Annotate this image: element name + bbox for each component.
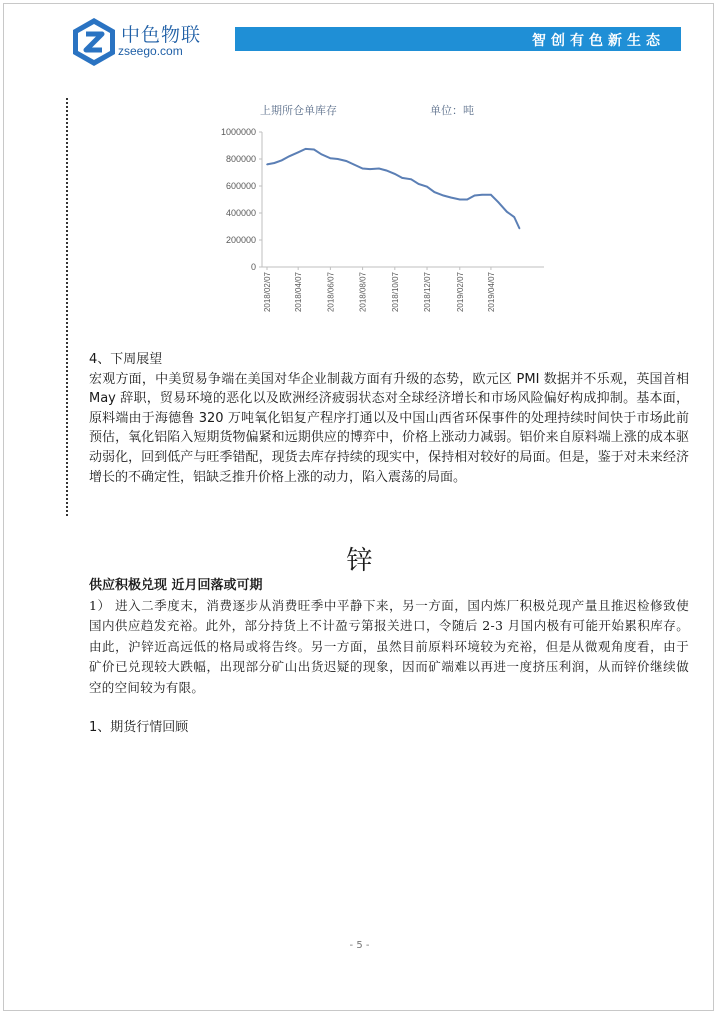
zinc-section-title: 锌 [346,546,373,576]
data-point [386,170,388,172]
data-point [401,177,403,179]
logo-text-cn: 中色物联 [121,24,202,46]
zinc-paragraph: 1） 进入二季度末，消费逐步从消费旺季中平静下来，另一方面，国内炼厂积极兑现产量且推迟检修致使国内供应趋发充裕。此外，部分持货上不计盈亏第报关进口，令随后 2-3 月国内极有可能开始累积库存。由此，沪锌近高远低的格局或将告终。另一方面，虽然目前原料环境较为充裕，但是从微观角度看，由于矿价已兑现较大跌幅，出现部分矿山出货迟疑的现象，因而矿端难以再进一度挤压利润，从而锌价继续做空的空间较为有限。 [89,597,689,695]
x-tick-label: 2018/10/07 [390,272,400,313]
inventory-chart [212,96,552,336]
y-tick-label: 800000 [225,154,256,164]
slogan-text: 智创有色新生态 [532,33,665,49]
x-tick-label: 2018/02/07 [263,272,272,313]
data-point [369,168,371,170]
data-point [481,194,483,196]
data-point [426,186,428,188]
page-number: - 5 - [349,940,370,951]
data-point [498,201,500,203]
data-point [305,148,307,150]
data-point [297,152,299,154]
data-point [519,228,521,230]
data-point [506,211,508,213]
inventory-series-line [267,149,520,229]
data-point [378,168,380,170]
data-point [418,183,420,185]
section-heading: 4、下周展望 [89,352,163,367]
slogan-bar [235,27,681,51]
y-tick-label: 0 [250,262,256,272]
data-point [321,154,323,156]
x-tick-label: 2018/04/07 [294,272,304,313]
zseego-logo-icon [69,16,119,66]
data-point [513,216,515,218]
data-point [313,149,315,151]
data-point [362,168,364,170]
page-header [0,0,719,70]
data-point [337,158,339,160]
data-point [330,158,332,160]
data-point [345,160,347,162]
x-tick-label: 2019/02/07 [455,272,465,313]
section-zinc [89,576,689,738]
section-outlook [89,350,689,487]
data-point [443,195,445,197]
data-point [466,199,468,201]
data-point [434,191,436,193]
data-point [459,199,461,201]
y-tick-label: 400000 [225,208,256,218]
futures-review-heading: 1、期货行情回顾 [89,720,189,736]
data-point [288,156,290,158]
data-point [274,162,276,164]
chart-unit: 单位：吨 [430,104,474,117]
data-point [410,179,412,181]
data-point [281,160,283,162]
x-tick-label: 2018/08/07 [358,272,368,313]
data-point [450,197,452,199]
chart-title: 上期所仓单库存 [260,104,337,117]
chart-plot [212,96,552,336]
data-point [394,173,396,175]
data-point [266,164,268,166]
x-tick-label: 2018/06/07 [326,272,336,313]
data-point [353,164,355,166]
y-tick-label: 1000000 [220,127,256,137]
x-tick-label: 2019/04/07 [486,272,496,313]
x-tick-label: 2018/12/07 [423,272,433,313]
y-tick-label: 200000 [225,235,256,245]
outlook-paragraph: 宏观方面，中美贸易争端在美国对华企业制裁方面有升级的态势，欧元区 PMI 数据并不乐观，英国首相 May 辞职，贸易环境的恶化以及欧洲经济疲弱状态对全球经济增长和市场风险偏好构成抑制。基本面，原料端由于海德鲁 320 万吨氧化铝复产程序打通以及中国山西省环保事件的处理持续时间快于市场此前预估，氧化铝陷入短期货物偏紧和远期供应的博弈中，价格上涨动力减弱。铝价来自原料端上涨的成本驱动弱化，回到低产与旺季错配，现货去库存持续的现实中，保持相对较好的局面。但是，鉴于对未来经济增长的不确定性，铝缺乏推升价格上涨的动力，陷入震荡的局面。 [89,371,689,485]
logo-text-en: zseego.com [118,44,183,58]
data-point [474,195,476,197]
dotted-margin-line [66,98,68,516]
data-point [490,194,492,196]
y-tick-label: 600000 [225,181,256,191]
zinc-subheading: 供应积极兑现 近月回落或可期 [89,578,263,593]
